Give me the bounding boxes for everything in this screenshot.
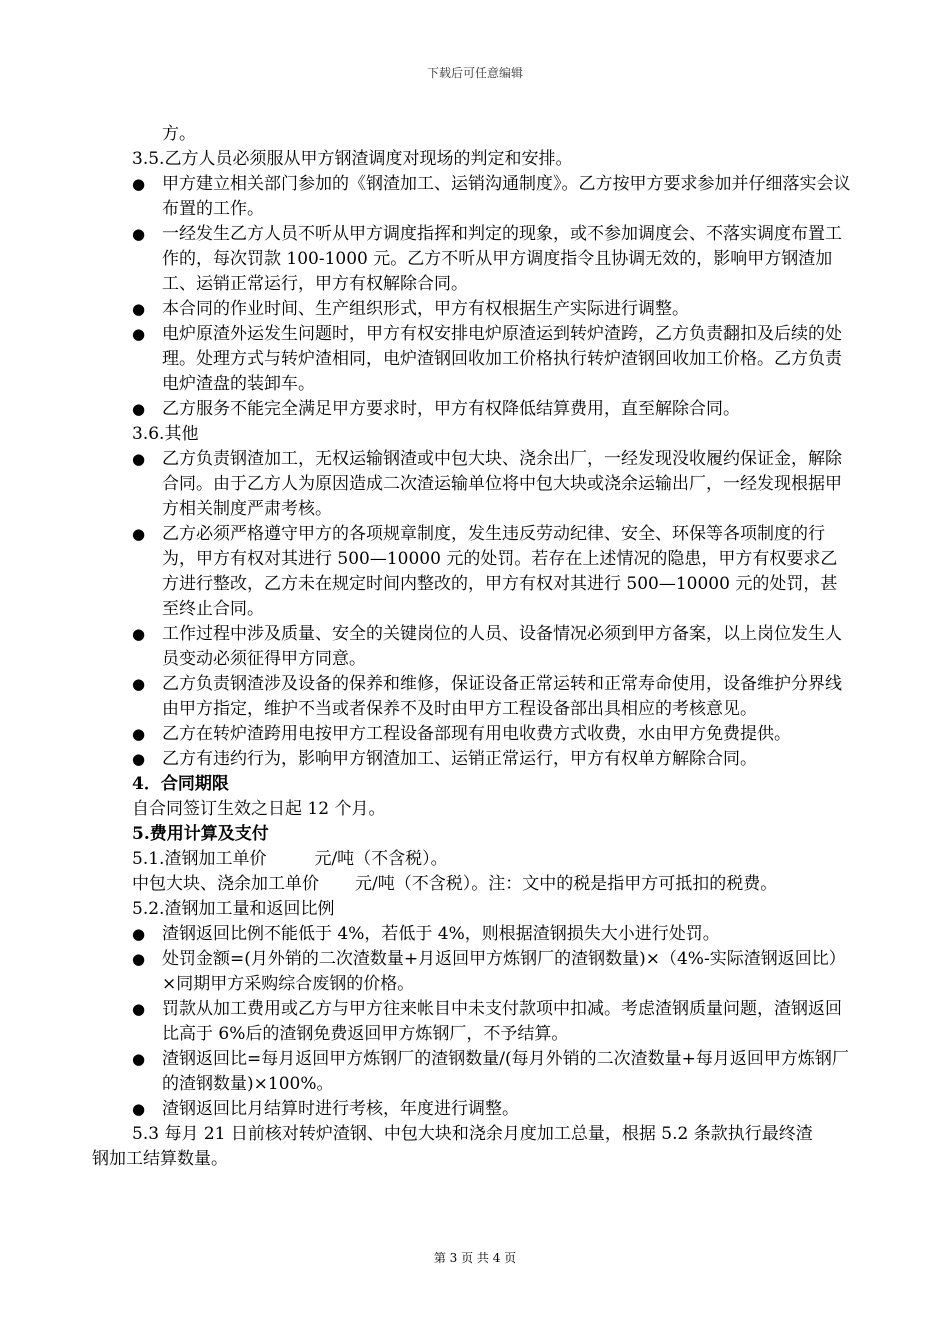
clause-5-1: 5.1.渣钢加工单价 元/吨（不含税）。 bbox=[132, 849, 448, 869]
bullet-icon: ● bbox=[132, 1100, 146, 1118]
bullet-item: ● 乙方有违约行为，影响甲方钢渣加工、运销正常运行，甲方有权单方解除合同。 bbox=[132, 747, 852, 772]
text-line: 自合同签订生效之日起 12 个月。 bbox=[132, 799, 386, 819]
bullet-item: ● 罚款从加工费用或乙方与甲方往来帐目中未支付款项中扣减。考虑渣钢质量问题，渣钢返回比高于 6%后的渣钢免费返回甲方炼钢厂，不予结算。 bbox=[132, 999, 842, 1044]
clause-5-3: 5.3 每月 21 日前核对转炉渣钢、中包大块和浇余月度加工总量，根据 5.2 条款执行最终渣钢加工结算数量。 bbox=[92, 1124, 813, 1169]
bullet-icon: ● bbox=[132, 450, 146, 468]
bullet-icon: ● bbox=[132, 925, 146, 943]
bullet-item: ● 工作过程中涉及质量、安全的关键岗位的人员、设备情况必须到甲方备案，以上岗位发生人员变动必须征得甲方同意。 bbox=[132, 624, 842, 669]
bullet-icon: ● bbox=[132, 1000, 146, 1018]
section-heading-5: 5.费用计算及支付 bbox=[132, 824, 269, 844]
bullet-icon: ● bbox=[132, 300, 146, 318]
bullet-icon: ● bbox=[132, 325, 146, 343]
bullet-item: ● 渣钢返回比例不能低于 4%，若低于 4%，则根据渣钢损失大小进行处罚。 bbox=[132, 922, 852, 947]
bullet-item: ● 乙方在转炉渣跨用电按甲方工程设备部现有用电收费方式收费，水由甲方免费提供。 bbox=[132, 722, 852, 747]
document-body bbox=[92, 122, 852, 1172]
clause-3-6: 3.6.其他 bbox=[132, 424, 199, 444]
bullet-item: ● 乙方负责钢渣涉及设备的保养和维修，保证设备正常运转和正常寿命使用，设备维护分界线由甲方指定，维护不当或者保养不及时由甲方工程设备部出具相应的考核意见。 bbox=[132, 674, 842, 719]
bullet-icon: ● bbox=[132, 1050, 146, 1068]
bullet-item: ● 渣钢返回比月结算时进行考核，年度进行调整。 bbox=[132, 1097, 852, 1122]
bullet-icon: ● bbox=[132, 675, 146, 693]
bullet-item: ● 乙方服务不能完全满足甲方要求时，甲方有权降低结算费用，直至解除合同。 bbox=[132, 397, 852, 422]
bullet-icon: ● bbox=[132, 950, 146, 968]
text-line: 方。 bbox=[162, 124, 196, 144]
clause-3-5: 3.5.乙方人员必须服从甲方钢渣调度对现场的判定和安排。 bbox=[132, 149, 573, 169]
page-header: 下载后可任意编辑 bbox=[426, 66, 523, 80]
bullet-icon: ● bbox=[132, 625, 146, 643]
bullet-icon: ● bbox=[132, 525, 146, 543]
clause-5-1-line2: 中包大块、浇余加工单价 元/吨（不含税）。注：文中的税是指甲方可抵扣的税费。 bbox=[132, 874, 778, 894]
bullet-item: ● 一经发生乙方人员不听从甲方调度指挥和判定的现象，或不参加调度会、不落实调度布置工作的，每次罚款 100-1000 元。乙方不听从甲方调度指令且协调无效的，影响甲方钢渣加工、运销正常运行，甲方有权解除合同。 bbox=[132, 224, 842, 294]
bullet-item: ● 乙方负责钢渣加工，无权运输钢渣或中包大块、浇余出厂，一经发现没收履约保证金，解除合同。由于乙方人为原因造成二次渣运输单位将中包大块或浇余运输出厂，一经发现根据甲方相关制度严肃考核。 bbox=[132, 449, 842, 519]
bullet-item: ● 乙方必须严格遵守甲方的各项规章制度，发生违反劳动纪律、安全、环保等各项制度的行为，甲方有权对其进行 500—10000 元的处罚。若存在上述情况的隐患，甲方有权要求乙方进行整改，乙方未在规定时间内整改的，甲方有权对其进行 500—10000 元的处罚，甚至终止合同。 bbox=[132, 524, 838, 619]
page-footer: 第 3 页 共 4 页 bbox=[433, 1251, 517, 1265]
bullet-icon: ● bbox=[132, 750, 146, 768]
clause-5-2: 5.2.渣钢加工量和返回比例 bbox=[132, 899, 335, 919]
bullet-item: ● 处罚金额=(月外销的二次渣数量+月返回甲方炼钢厂的渣钢数量)×（4%-实际渣钢返回比）×同期甲方采购综合废钢的价格。 bbox=[132, 949, 846, 994]
bullet-item: ● 渣钢返回比=每月返回甲方炼钢厂的渣钢数量/(每月外销的二次渣数量+每月返回甲方炼钢厂的渣钢数量)×100%。 bbox=[132, 1049, 849, 1094]
bullet-item: ● 电炉原渣外运发生问题时，甲方有权安排电炉原渣运到转炉渣跨，乙方负责翻扣及后续的处理。处理方式与转炉渣相同，电炉渣钢回收加工价格执行转炉渣钢回收加工价格。乙方负责电炉渣盘的装卸车。 bbox=[132, 324, 842, 394]
bullet-icon: ● bbox=[132, 400, 146, 418]
section-heading-4: 4．合同期限 bbox=[132, 774, 229, 794]
bullet-item: ● 本合同的作业时间、生产组织形式，甲方有权根据生产实际进行调整。 bbox=[132, 297, 852, 322]
bullet-icon: ● bbox=[132, 175, 146, 193]
bullet-icon: ● bbox=[132, 225, 146, 243]
bullet-item: ● 甲方建立相关部门参加的《钢渣加工、运销沟通制度》。乙方按甲方要求参加并仔细落实会议布置的工作。 bbox=[132, 174, 851, 219]
bullet-icon: ● bbox=[132, 725, 146, 743]
